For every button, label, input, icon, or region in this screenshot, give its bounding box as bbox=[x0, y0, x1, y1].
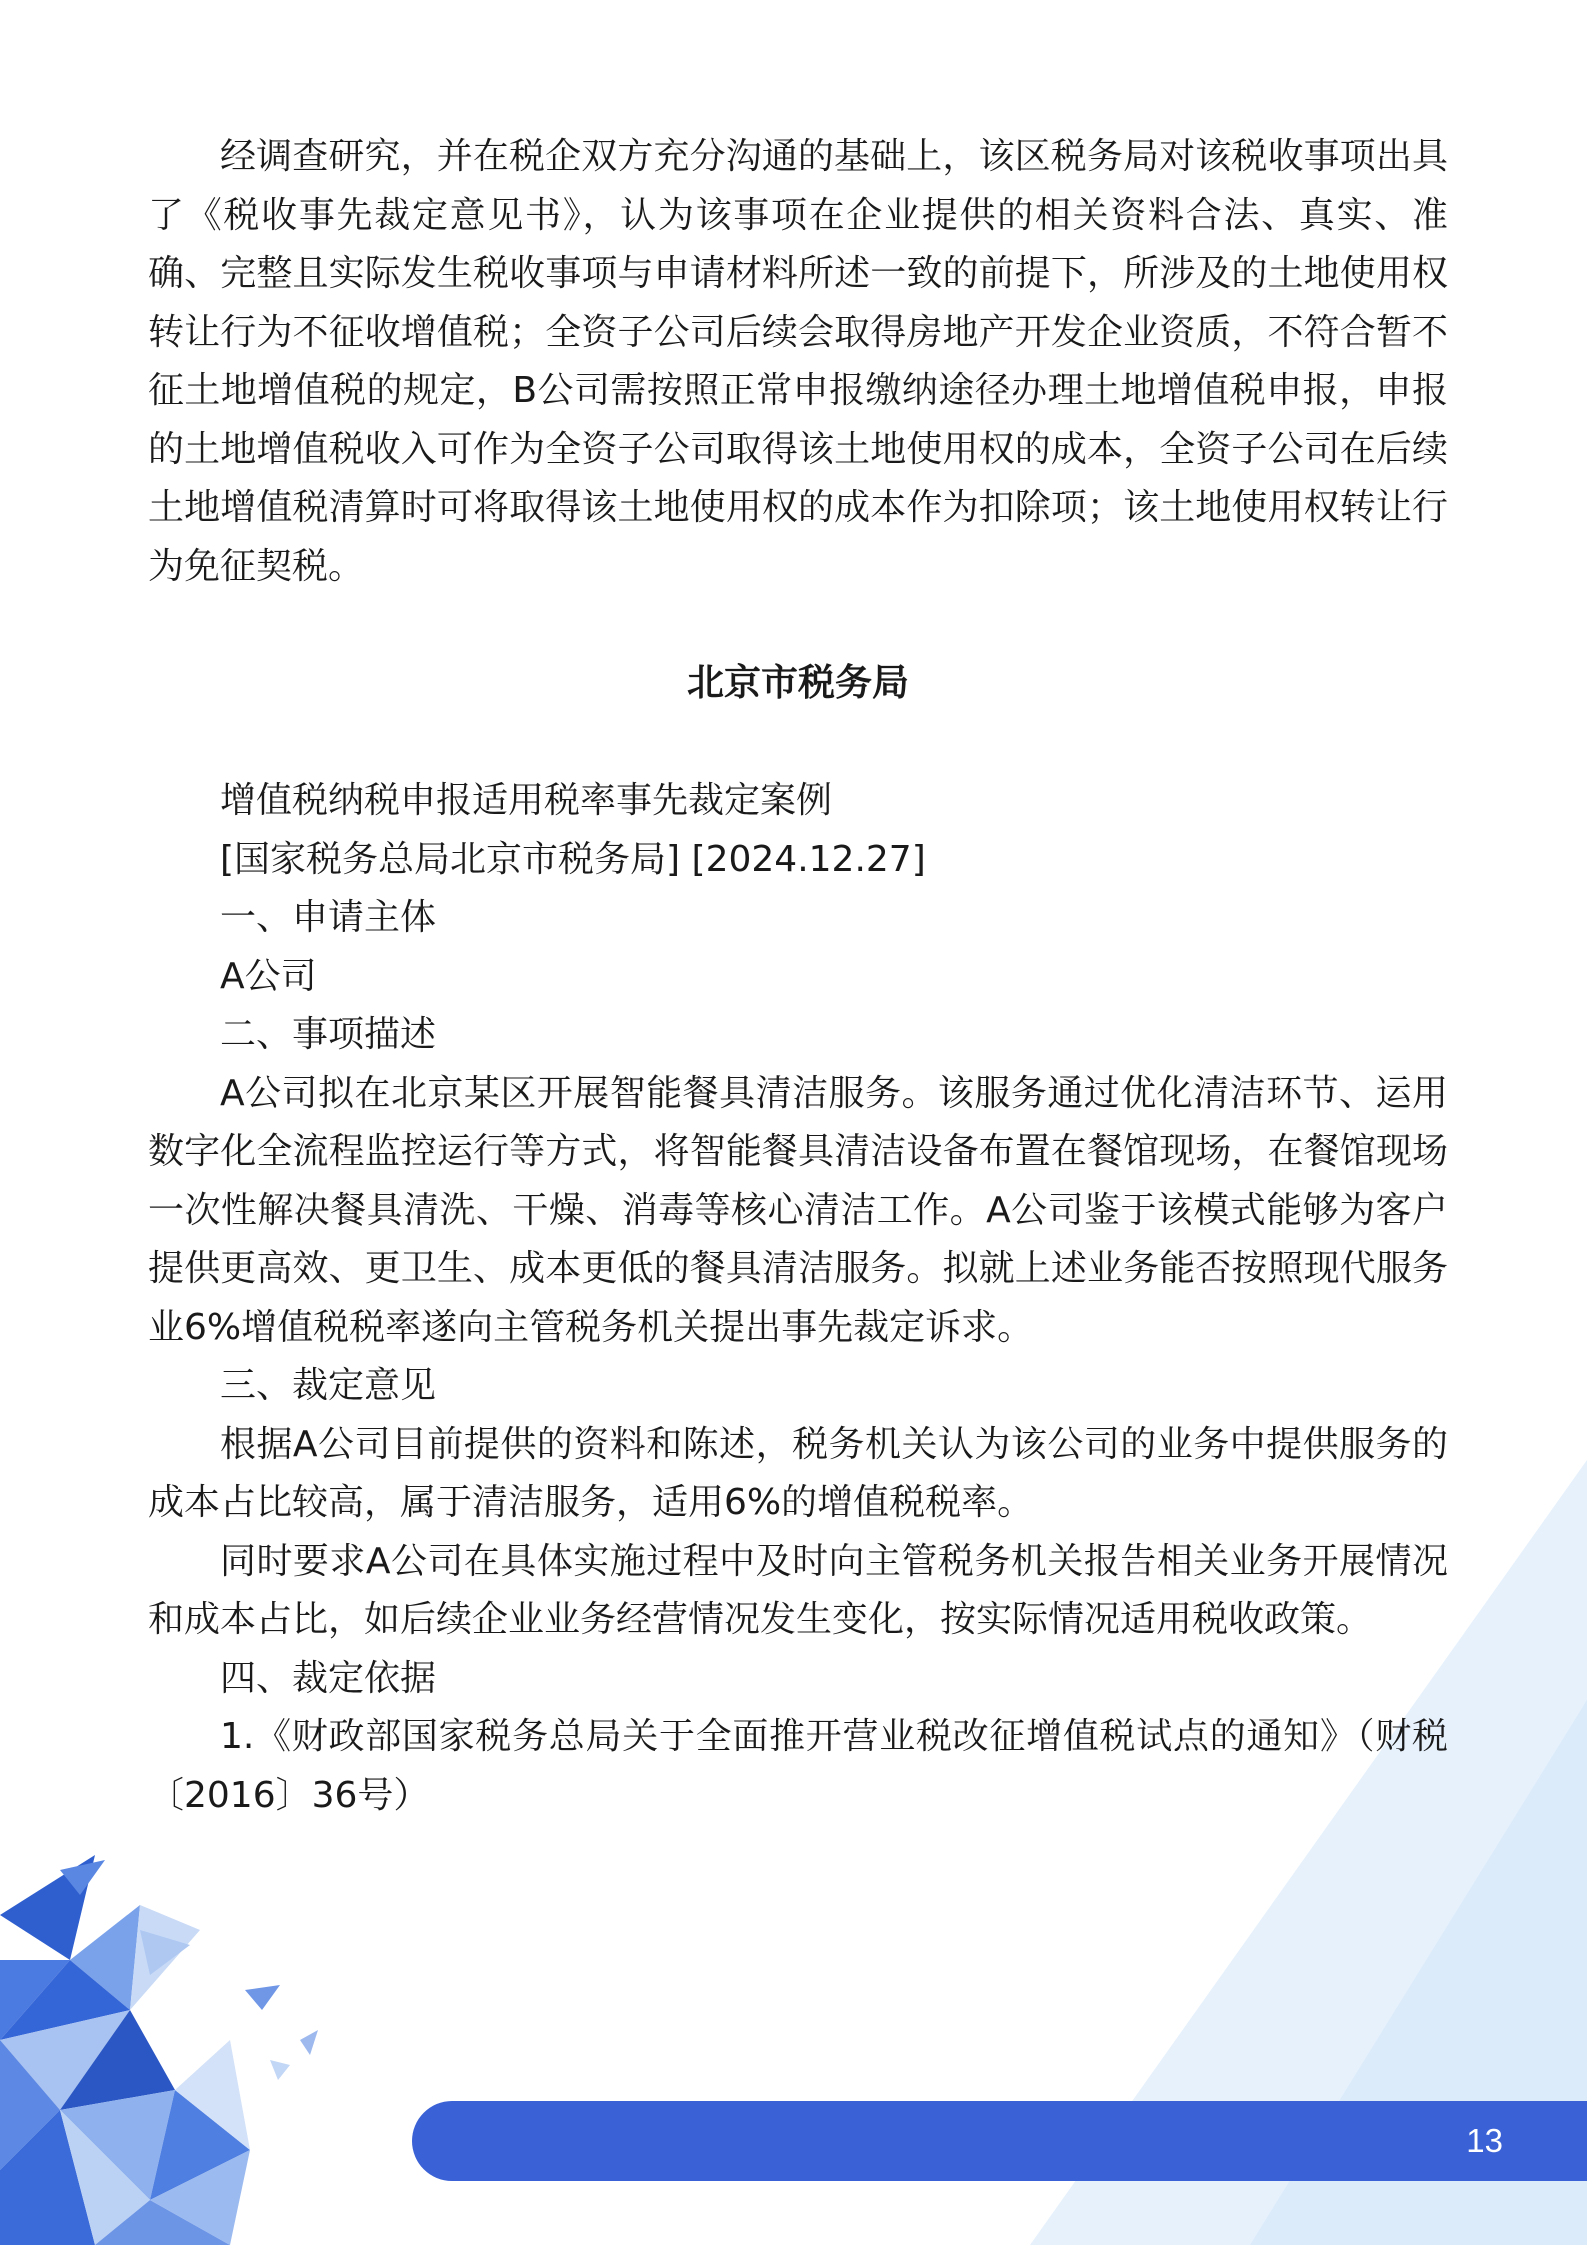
part3-body-2: 同时要求A公司在具体实施过程中及时向主管税务机关报告相关业务开展情况和成本占比，如后续企业业务经营情况发生变化，按实际情况适用税收政策。 bbox=[148, 1540, 1448, 1640]
part4-heading: 四、裁定依据 bbox=[220, 1657, 437, 1699]
poly-triangle bbox=[245, 1985, 280, 2010]
part2-body: A公司拟在北京某区开展智能餐具清洁服务。该服务通过优化清洁环节、运用数字化全流程监控运行等方式，将智能餐具清洁设备布置在餐馆现场，在餐馆现场一次性解决餐具清洗、干燥、消毒等核心清洁工作。A公司鉴于该模式能够为客户提供更高效、更卫生、成本更低的餐具清洁服务。拟就上述业务能否按照现代服务业6%增值税税率遂向主管税务机关提出事先裁定诉求。 bbox=[148, 1072, 1448, 1348]
section-heading: 北京市税务局 bbox=[687, 661, 909, 704]
intro-paragraph: 经调查研究，并在税企双方充分沟通的基础上，该区税务局对该税收事项出具了《税收事先裁定意见书》，认为该事项在企业提供的相关资料合法、真实、准确、完整且实际发生税收事项与申请材料所述一致的前提下，所涉及的土地使用权转让行为不征收增值税；全资子公司后续会取得房地产开发企业资质，不符合暂不征土地增值税的规定，B公司需按照正常申报缴纳途径办理土地增值税申报，申报的土地增值税收入可作为全资子公司取得该土地使用权的成本，全资子公司在后续土地增值税清算时可将取得该土地使用权的成本作为扣除项；该土地使用权转让行为免征契税。 bbox=[148, 136, 1448, 587]
document-body bbox=[148, 128, 1448, 1825]
page-number: 13 bbox=[1466, 2122, 1503, 2159]
page-footer-bar bbox=[412, 2101, 1587, 2181]
case-title: 增值税纳税申报适用税率事先裁定案例 bbox=[220, 780, 833, 821]
part1-heading: 一、申请主体 bbox=[220, 897, 437, 938]
part1-body: A公司 bbox=[220, 955, 317, 997]
poly-triangle bbox=[270, 2060, 290, 2080]
part3-body-1: 根据A公司目前提供的资料和陈述，税务机关认为该公司的业务中提供服务的成本占比较高，属于清洁服务，适用6%的增值税税率。 bbox=[148, 1423, 1448, 1523]
part3-heading: 三、裁定意见 bbox=[220, 1365, 437, 1406]
part2-heading: 二、事项描述 bbox=[220, 1014, 437, 1055]
part4-item-1: 1.《财政部国家税务总局关于全面推开营业税改征增值税试点的通知》（财税〔2016〕36号） bbox=[148, 1716, 1448, 1816]
source-line: [国家税务总局北京市税务局] [2024.12.27] bbox=[220, 838, 926, 880]
poly-triangle bbox=[300, 2030, 318, 2055]
